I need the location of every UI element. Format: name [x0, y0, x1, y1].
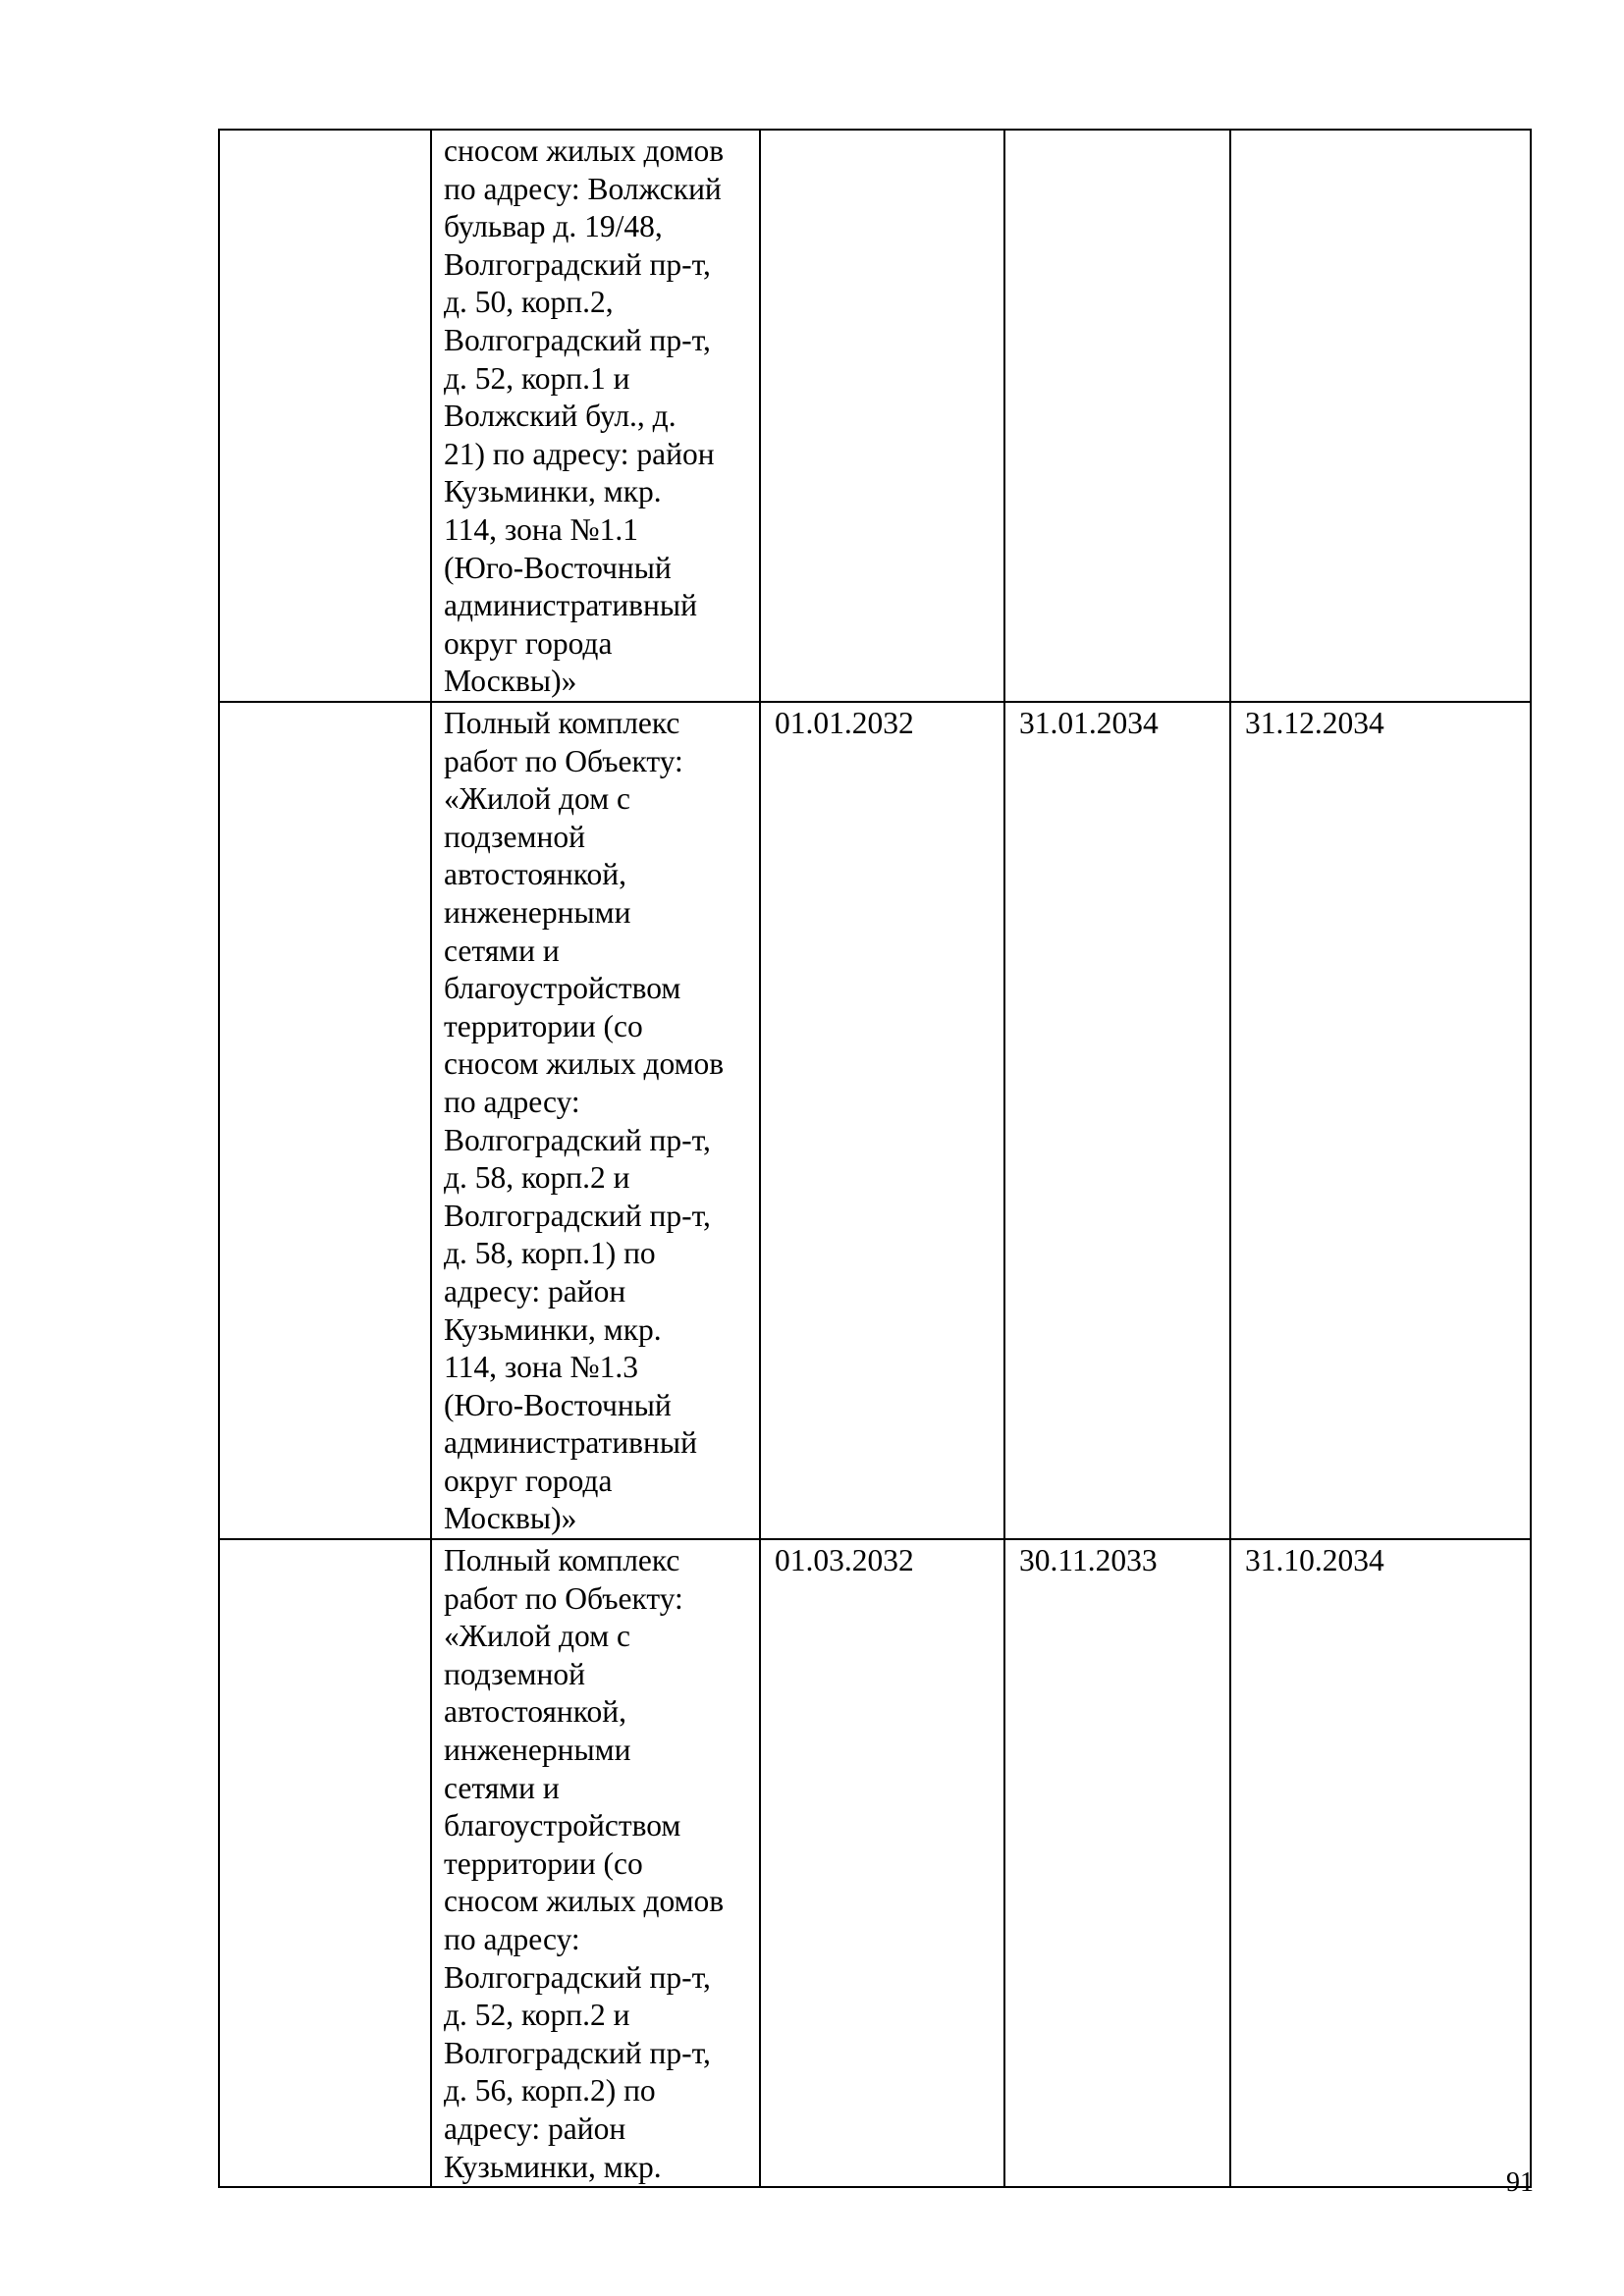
start-date [761, 131, 1003, 133]
end-date-cell [1230, 130, 1531, 702]
end-date [1231, 131, 1530, 133]
table-row [219, 702, 1531, 1539]
end-date: 31.12.2034 [1245, 706, 1384, 740]
table-row [219, 1539, 1531, 2187]
table-row [219, 130, 1531, 702]
middle-date: 30.11.2033 [1019, 1543, 1158, 1578]
end-date-cell [1230, 1539, 1531, 2187]
index-cell [219, 130, 431, 702]
index-cell [219, 702, 431, 1539]
description-cell [431, 130, 760, 702]
page-number: 91 [1506, 2167, 1534, 2198]
start-date-cell [760, 702, 1004, 1539]
schedule-table [218, 129, 1532, 2188]
description-text: Полный комплекс работ по Объекту: «Жилой дом с подземной автостоянкой, инженерными сетями и благоустройством территории (со сносом жилых домов по адресу: Волгоградский пр-т, д. 58, корп.2 и Волгоградский пр-т, д. 58, корп.1) по адресу: район Кузьминки, мкр. 114, зона №1.3 (Юго-Восточный административный округ города Москвы)» [444, 706, 725, 1536]
description-text: Полный комплекс работ по Объекту: «Жилой дом с подземной автостоянкой, инженерными сетями и благоустройством территории (со сносом жилых домов по адресу: Волгоградский пр-т, д. 52, корп.2 и Волгоградский пр-т, д. 56, корп.2) по адресу: район Кузьминки, мкр. [444, 1543, 725, 2184]
middle-date [1005, 131, 1229, 133]
start-date: 01.01.2032 [775, 706, 914, 740]
end-date-cell [1230, 702, 1531, 1539]
description-cell [431, 1539, 760, 2187]
end-date: 31.10.2034 [1245, 1543, 1384, 1578]
middle-date: 31.01.2034 [1019, 706, 1159, 740]
index-cell [219, 1539, 431, 2187]
middle-date-cell [1004, 702, 1230, 1539]
middle-date-cell [1004, 1539, 1230, 2187]
start-date-cell [760, 1539, 1004, 2187]
description-text: сносом жилых домов по адресу: Волжский бульвар д. 19/48, Волгоградский пр-т, д. 50, корп.2, Волгоградский пр-т, д. 52, корп.1 и Волжский бул., д. 21) по адресу: район Кузьминки, мкр. 114, зона №1.1 (Юго-Восточный административный округ города Москвы)» [444, 133, 725, 699]
description-cell [431, 702, 760, 1539]
start-date-cell [760, 130, 1004, 702]
start-date: 01.03.2032 [775, 1543, 914, 1578]
middle-date-cell [1004, 130, 1230, 702]
